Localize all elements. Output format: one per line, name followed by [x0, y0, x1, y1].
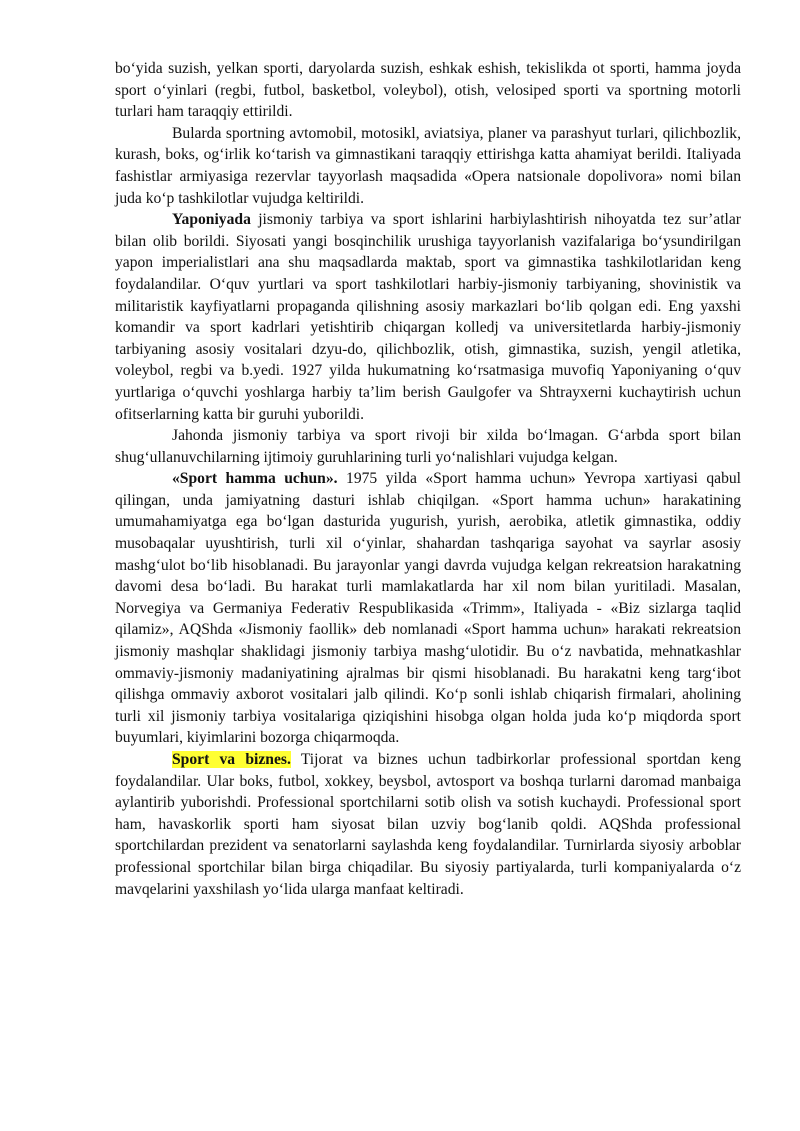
paragraph-2: Bularda sportning avtomobil, motosikl, aviatsiya, planer va parashyut turlari, qilichbozlik, kurash, boks, og‘irlik ko‘tarish va gimnastikani taraqqiy ettirishga katta ahamiyat berildi. Italiyada fashistlar armiyasiga rezervlar tayyorlash maqsadida «Opera natsionale dopolivora» nomi bilan juda ko‘p tashkilotlar vujudga keltirildi.: [115, 124, 741, 207]
paragraph-3-body: jismoniy tarbiya va sport ishlarini harbiylashtirish nihoyatda tez sur’atlar bilan olib borildi. Siyosati yangi bosqinchilik urushiga tayyorlanish vazifalariga bo‘ysundirilgan yapon imperialistlari ana shu maqsadlarda maktab, sport va gimnastika tashkilotlaridan keng foydalandilar. O‘quv yurtlari va sport tashkilotlari harbiy-jismoniy tarbiyaning, shovinistik va militaristik kayfiyatlarni propaganda qilishning asosiy markazlari bo‘lib qolgan edi. Eng yaxshi komandir va sport kadrlari yetishtirib chiqargan kolledj va universitetlarda harbiy-jismoniy tarbiyaning asosiy vositalari dzyu-do, qilichbozlik, otish, gimnastika, suzish, yengil atletika, voleybol, regbi va b.yedi. 1927 yilda hukumatning ko‘rsatmasiga muvofiq Yaponiyaning o‘quv yurtlariga o‘quvchi yoshlarga harbiy ta’lim berish Gaulgofer va Shtrayxerni kuchaytirish uchun ofitserlarning katta bir guruhi yuborildi.: [115, 211, 741, 423]
paragraph-6-heading: Sport va biznes.: [172, 751, 291, 768]
document-page: [115, 58, 741, 900]
paragraph-3: [115, 209, 741, 425]
paragraph-4: Jahonda jismoniy tarbiya va sport rivoji bir xilda bo‘lmagan. G‘arbda sport bilan shug‘ullanuvchilarning ijtimoiy guruhlarining turli yo‘nalishlari vujudga kelgan.: [115, 427, 741, 466]
paragraph-3-heading: Yaponiyada: [172, 211, 251, 229]
paragraph-1: bo‘yida suzish, yelkan sporti, daryolarda suzish, eshkak eshish, tekislikda ot sporti, hamma joyda sport o‘yinlari (regbi, futbol, basketbol, voleybol), otish, velosiped sporti va sportning motorli turlari ham taraqqiy ettirildi.: [115, 60, 741, 121]
paragraph-5-body: 1975 yilda «Sport hamma uchun» Yevropa xartiyasi qabul qilingan, unda jamiyatning dasturi ishlab chiqilgan. «Sport hamma uchun» harakatining umumahamiyatga ega bo‘lgan dasturida yugurish, yurish, aerobika, atletik gimnastika, oddiy musobaqalar uyushtirish, turli xil o‘yinlar, shahardan tashqariga sayohat va sayrlar asosiy mashg‘ulot bo‘lib hisoblanadi. Bu jarayonlar yangi davrda vujudga kelgan rekreatsion harakatning davomi desa bo‘ladi. Bu harakat turli mamlakatlarda har xil nom bilan yuritiladi. Masalan, Norvegiya va Germaniya Federativ Respublikasida «Trimm», Italiyada - «Biz sizlarga taqlid qilamiz», AQShda «Jismoniy faollik» deb nomlanadi «Sport hamma uchun» harakati rekreatsion jismoniy mashqlar shaklidagi jismoniy tarbiya mashg‘ulotidir. Bu o‘z navbatida, mehnatkashlar ommaviy-jismoniy madaniyatining ajralmas bir qismi hisoblanadi. Bu harakatni keng targ‘ibot qilishga ommaviy axborot vositalari jalb qilindi. Ko‘p sonli ishlab chiqarish firmalari, aholining turli xil jismoniy tarbiya vositalariga qiziqishini hisobga olgan holda juda ko‘p miqdorda sport buyumlari, kiyimlarini bozorga chiqarmoqda.: [115, 470, 741, 747]
paragraph-5-heading: «Sport hamma uchun».: [172, 470, 338, 488]
paragraph-6-body: Tijorat va biznes uchun tadbirkorlar professional sportdan keng foydalandilar. Ular boks, futbol, xokkey, beysbol, avtosport va boshqa turlarni daromad manbaiga aylantirib yuborishdi. Professional sportchilarni sotib olish va sotish kuchaydi. Professional sport ham, havaskorlik sporti ham siyosat bilan uzviy bog‘lanib qoldi. AQShda professional sportchilardan prezident va senatorlarni saylashda keng foydalandilar. Turnirlarda siyosiy arboblar professional sportchilar bilan birga chiqadilar. Bu siyosiy partiyalarda, turli kompaniyalarda o‘z mavqelarini yaxshilash yo‘lida ularga manfaat keltiradi.: [115, 751, 742, 898]
paragraph-6: [115, 749, 741, 900]
paragraph-5: [115, 468, 741, 749]
